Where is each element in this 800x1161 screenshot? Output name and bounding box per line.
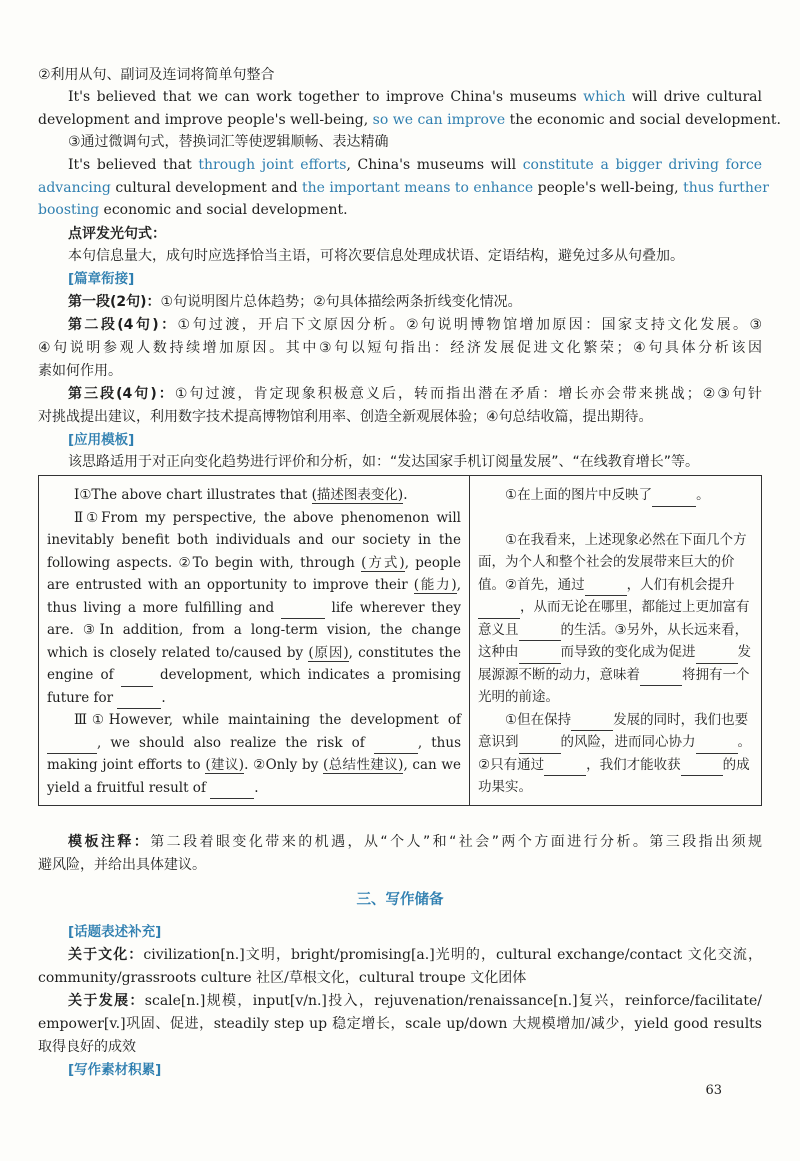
structure-paragraph-2-line-3: 素如何作用。 (38, 363, 122, 379)
template-en-paragraph-1: Ⅰ①The above chart illustrates that (描述图表变化). (74, 487, 408, 503)
template-en-paragraph-3: Ⅲ①However, while maintaining the development of , we should also realize the risk of , thus making joint efforts to (建议). ②Only by (总结性建议), can we yield a fruitful result of . (47, 709, 461, 799)
structure-paragraph-3-line-2: 对挑战提出建议，利用数字技术提高博物馆利用率、创造全新观展体验；④句总结收篇，提出期待。 (38, 409, 653, 425)
material-tag: [写作素材积累] (68, 1062, 162, 1078)
sample-sentence-2-line-1: It's believed that we can work together to improve China's museums which will drive cultural (68, 89, 763, 105)
template-table (38, 475, 762, 806)
section-title: 三、写作储备 (356, 892, 444, 908)
topic-development-line-1: 关于发展：scale[n.]规模，input[v/n.]投入，rejuvenation/renaissance[n.]复兴，reinforce/facilitate/ (68, 993, 762, 1009)
template-note-line-1: 模板注释：第二段着眼变化带来的机遇，从“个人”和“社会”两个方面进行分析。第三段指出须规 (68, 834, 763, 850)
strategy-3-heading: ③通过微调句式，替换词汇等使逻辑顺畅、表达精确 (68, 134, 389, 150)
template-english-column (39, 476, 470, 806)
application-intro: 该思路适用于对正向变化趋势进行评价和分析，如：“发达国家手机订阅量发展”、“在线教育增长”等。 (68, 454, 700, 470)
template-en-paragraph-2: Ⅱ①From my perspective, the above phenomenon will inevitably benefit both individuals and our society in the following aspects. ②To begin with, through (方式), people are entrusted with an opportunity to improve their (能力), thus living a more fulfilling and life wherever they are. ③In addition, from a long-term vision, the change which is closely related to/caused by (原因), constitutes the engine of development, which indicates a promising future for . (47, 507, 461, 710)
structure-tag: [篇章衔接] (68, 271, 135, 287)
template-note-line-2: 避风险，并给出具体建议。 (38, 857, 206, 873)
topic-culture-line-2: community/grassroots culture 社区/草根文化，cultural troupe 文化团体 (38, 970, 527, 986)
application-tag: [应用模板] (68, 432, 135, 448)
sample-sentence-3-line-3: boosting economic and social development. (38, 202, 348, 218)
topic-development-line-3: 取得良好的成效 (38, 1039, 136, 1055)
comment-text: 本句信息量大，成句时应选择恰当主语，可将次要信息处理成状语、定语结构，避免过多从句叠加。 (68, 248, 684, 264)
sample-sentence-3-line-2: advancing cultural development and the important means to enhance people's well-being, thus further (38, 180, 769, 196)
topic-tag: [话题表述补充] (68, 924, 162, 940)
structure-paragraph-2-line-2: ④句说明参观人数持续增加原因。其中③句以短句指出：经济发展促进文化繁荣；④句具体分析该因 (38, 340, 762, 356)
strategy-2-heading: ②利用从句、副词及连词将简单句整合 (38, 67, 275, 83)
structure-paragraph-2-line-1: 第二段(4句)：①句过渡，开启下文原因分析。②句说明博物馆增加原因：国家支持文化发展。③ (68, 317, 762, 333)
template-zh-paragraph-1: ①在上面的图片中反映了 。 (478, 484, 753, 507)
template-chinese-column (470, 476, 762, 806)
topic-culture-line-1: 关于文化：civilization[n.]文明，bright/promising[a.]光明的，cultural exchange/contact 文化交流， (68, 947, 762, 963)
template-zh-paragraph-3: ①但在保持 发展的同时，我们也要意识到 的风险，进而同心协力 。②只有通过 ，我们才能收获 的成功果实。 (478, 711, 751, 795)
comment-title: 点评发光句式： (68, 226, 166, 242)
structure-paragraph-1: 第一段(2句)：①句说明图片总体趋势；②句具体描绘两条折线变化情况。 (68, 294, 522, 310)
structure-paragraph-3-line-1: 第三段(4句)：①句过渡，肯定现象积极意义后，转而指出潜在矛盾：增长亦会带来挑战；②③句针 (68, 386, 762, 402)
page-number: 63 (705, 1083, 722, 1098)
sample-sentence-3-line-1: It's believed that through joint efforts, China's museums will constitute a bigger driving force (68, 157, 762, 173)
template-zh-paragraph-2: ①在我看来，上述现象必然在下面几个方面，为个人和整个社会的发展带来巨大的价值。②首先，通过 ，人们有机会提升，从而无论在哪里，都能过上更加富有意义且 的生活。③另外，从长远来看，这种由 而导致的变化成为促进 发展源源不断的动力，意味着 将拥有一个光明的前途。 (478, 531, 751, 705)
topic-development-line-2: empower[v.]巩固、促进，steadily step up 稳定增长，scale up/down 大规模增加/减少，yield good results (38, 1016, 762, 1032)
sample-sentence-2-line-2: development and improve people's well-being, so we can improve the economic and social development. (38, 112, 781, 128)
